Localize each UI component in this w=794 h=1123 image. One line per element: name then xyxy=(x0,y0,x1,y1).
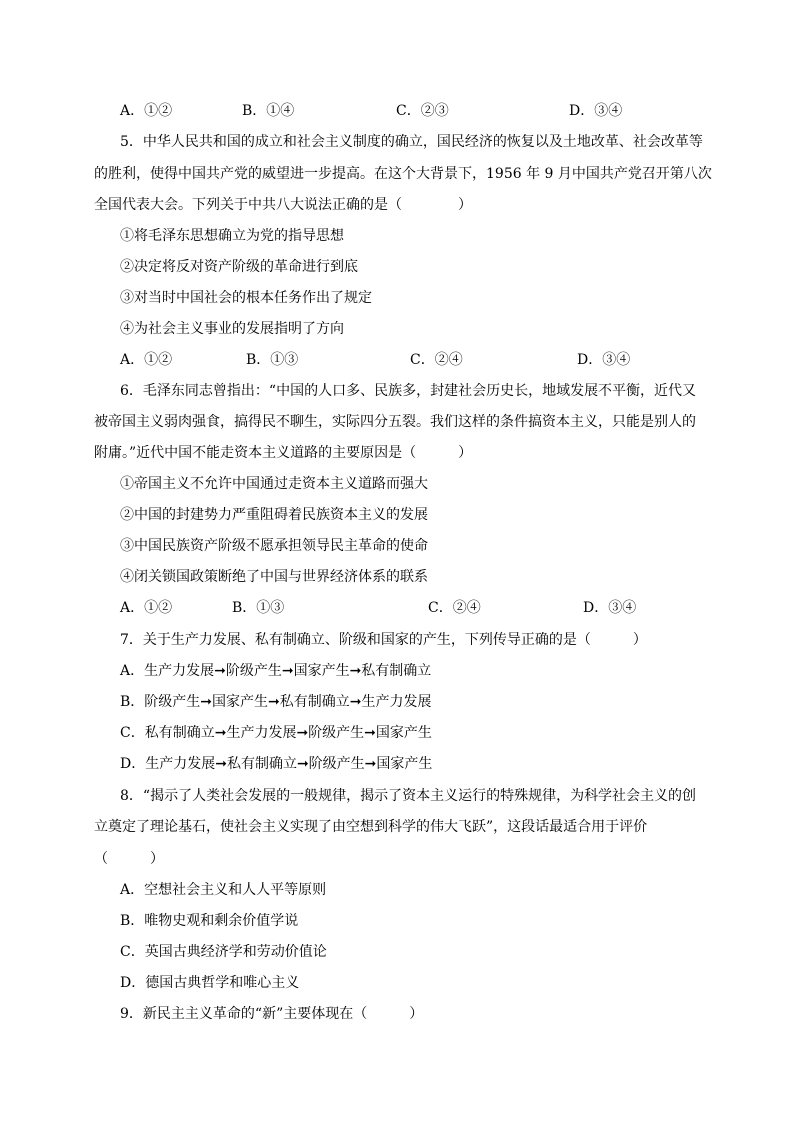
q5-option-b: B．①③ xyxy=(246,352,299,368)
q5-option-d: D．③④ xyxy=(577,352,631,368)
q9-stem: 9．新民主主义革命的“新”主要体现在（ ） xyxy=(120,1006,424,1022)
q6-option-b: B．①③ xyxy=(232,600,285,616)
q8-option-c: C．英国古典经济学和劳动价值论 xyxy=(120,944,327,960)
q5-item-3: ③对当时中国社会的根本任务作出了规定 xyxy=(120,290,372,306)
q8-stem-line-2: 立奠定了理论基石，使社会主义实现了由空想到科学的伟大飞跃”，这段话最适合用于评价 xyxy=(94,819,648,835)
q8-option-a: A．空想社会主义和人人平等原则 xyxy=(120,882,327,898)
q6-item-2: ②中国的封建势力严重阻碍着民族资本主义的发展 xyxy=(120,507,428,523)
q6-stem-line-3: 附庸。”近代中国不能走资本主义道路的主要原因是（ ） xyxy=(94,445,473,461)
q6-stem-line-1: 6．毛泽东同志曾指出：“中国的人口多、民族多，封建社会历史长，地域发展不平衡，近代又 xyxy=(120,383,697,399)
q5-option-a: A．①② xyxy=(120,352,173,368)
q6-option-c: C．②④ xyxy=(428,600,481,616)
q5-stem-line-2: 的胜利，使得中国共产党的威望进一步提高。在这个大背景下，1956 年 9 月中国共产党召开第八次 xyxy=(94,166,712,182)
q7-option-b: B．阶级产生➞国家产生➞私有制确立➞生产力发展 xyxy=(120,694,432,710)
q5-item-1: ①将毛泽东思想确立为党的指导思想 xyxy=(120,228,344,244)
q7-option-d: D．生产力发展➞私有制确立➞阶级产生➞国家产生 xyxy=(120,756,433,772)
q4-option-c: C．②③ xyxy=(396,103,449,119)
q5-item-4: ④为社会主义事业的发展指明了方向 xyxy=(120,321,344,337)
q6-option-d: D．③④ xyxy=(583,600,637,616)
q8-stem-line-1: 8．“揭示了人类社会发展的一般规律，揭示了资本主义运行的特殊规律，为科学社会主义的创 xyxy=(120,788,697,804)
q7-option-c: C．私有制确立➞生产力发展➞阶级产生➞国家产生 xyxy=(120,725,432,741)
q4-option-a: A．①② xyxy=(120,103,173,119)
q5-stem-line-1: 5．中华人民共和国的成立和社会主义制度的确立，国民经济的恢复以及土地改革、社会改革等 xyxy=(120,134,703,150)
q5-item-2: ②决定将反对资产阶级的革命进行到底 xyxy=(120,259,358,275)
q4-option-d: D．③④ xyxy=(569,103,623,119)
q6-stem-line-2: 被帝国主义弱肉强食，搞得民不聊生，实际四分五裂。我们这样的条件搞资本主义，只能是别人的 xyxy=(94,414,696,430)
q7-stem: 7．关于生产力发展、私有制确立、阶级和国家的产生，下列传导正确的是（ ） xyxy=(120,632,647,648)
q6-option-a: A．①② xyxy=(120,600,173,616)
q6-item-1: ①帝国主义不允许中国通过走资本主义道路而强大 xyxy=(120,476,428,492)
q4-option-b: B．①④ xyxy=(242,103,295,119)
q8-option-b: B．唯物史观和剩余价值学说 xyxy=(120,913,299,929)
q6-item-4: ④闭关锁国政策断绝了中国与世界经济体系的联系 xyxy=(120,569,428,585)
q8-option-d: D．德国古典哲学和唯心主义 xyxy=(120,975,300,991)
q5-option-c: C．②④ xyxy=(410,352,463,368)
q7-option-a: A．生产力发展➞阶级产生➞国家产生➞私有制确立 xyxy=(120,663,432,679)
q8-stem-line-3: （ ） xyxy=(94,851,164,867)
q5-stem-line-3: 全国代表大会。下列关于中共八大说法正确的是（ ） xyxy=(94,197,472,213)
q6-item-3: ③中国民族资产阶级不愿承担领导民主革命的使命 xyxy=(120,538,428,554)
